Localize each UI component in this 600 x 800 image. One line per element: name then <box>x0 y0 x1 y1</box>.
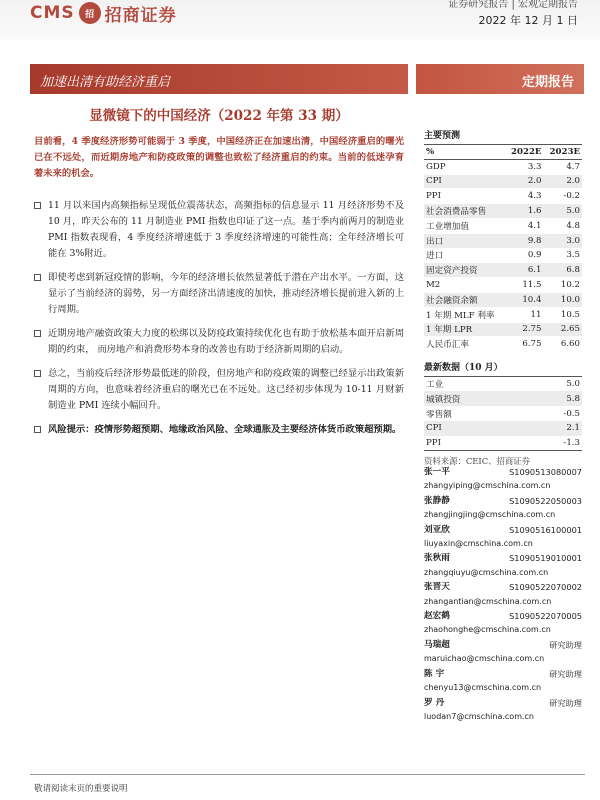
table-row <box>424 391 582 406</box>
analyst-row <box>424 551 582 565</box>
analyst-id: S1090522070005 <box>509 611 582 622</box>
topic-banner <box>30 64 408 94</box>
analyst-row <box>424 696 582 710</box>
cell-value: 5.8 <box>527 391 582 406</box>
cell-value: 5.0 <box>566 379 580 390</box>
analyst-row <box>424 580 582 594</box>
report-category: 证券研究报告 | 宏观定期报告 <box>448 0 578 10</box>
analyst-row <box>424 667 582 681</box>
analyst-id: S1090513080007 <box>509 467 582 477</box>
table-row <box>424 174 582 189</box>
cell-value: 2.65 <box>543 322 582 337</box>
row-label: 零售额 <box>426 409 452 420</box>
analyst-id: 研究助理 <box>549 639 582 650</box>
data-source: 资料来源：CEIC、招商证券 <box>424 456 530 467</box>
cell-value: 0.9 <box>505 248 544 263</box>
analyst-name: 马瑞超 <box>424 639 450 650</box>
main-content <box>34 134 404 446</box>
table-row <box>424 421 582 436</box>
table-row <box>424 189 582 204</box>
table-row <box>424 278 582 293</box>
column-header: 2023E <box>543 145 582 160</box>
paragraph-text: 近期房地产融资政策大力度的松绑以及防疫政策持续优化也有助于放松基本面开启新周期的约束， 而房地产和消费形势本身的改善也有助于经济新周期的启动。 <box>48 328 404 355</box>
row-label: CPI <box>424 174 505 189</box>
table-row <box>424 406 582 421</box>
analyst-id: S1090522070002 <box>509 582 582 593</box>
analyst-entry <box>424 667 582 696</box>
cell-value: -0.2 <box>543 189 582 204</box>
analyst-name: 赵宏鹤 <box>424 611 450 622</box>
bullet-paragraph <box>34 198 404 262</box>
analyst-email[interactable]: zhaohonghe@cmschina.com.cn <box>424 625 551 635</box>
analyst-entry <box>424 580 582 609</box>
cell-value: 4.7 <box>543 159 582 174</box>
bullet-square-icon <box>34 426 41 433</box>
row-label: 进口 <box>424 248 505 263</box>
footer-divider <box>30 774 585 775</box>
forecast-table <box>424 144 582 352</box>
paragraph-text: 即使考虑到新冠疫情的影响，今年的经济增长依然显著低于潜在产出水平。一方面，这显示了当前经济的弱势，另一方面经济出清速度的加快，推动经济增长提前进入新的上行周期。 <box>48 272 404 315</box>
summary-intro: 目前看，4 季度经济形势可能弱于 3 季度，中国经济正在加速出清，中国经济重启的曙光已在不远处，而近期房地产和防疫政策的调整也致松了经济重启的约束。当前的低迷孕育着未来的机会。 <box>34 136 404 179</box>
table-row <box>424 159 582 174</box>
analyst-entry <box>424 523 582 552</box>
bullet-square-icon <box>34 274 41 281</box>
analyst-entry <box>424 696 582 725</box>
analyst-name: 刘亚欣 <box>424 524 450 535</box>
table-row <box>424 204 582 219</box>
row-label: M2 <box>424 278 505 293</box>
table-row <box>424 337 582 352</box>
row-label: 社会消费品零售 <box>424 204 505 219</box>
cell-value: 10.5 <box>543 307 582 322</box>
row-label: 1 年期 LPR <box>424 322 505 337</box>
table-row <box>424 218 582 233</box>
cell-value: 1.6 <box>505 204 544 219</box>
analyst-row <box>424 609 582 623</box>
paragraph-text: 总之，当前疫后经济形势最低迷的阶段，但房地产和防疫政策的调整已经显示出政策新周期的方向，也意味着经济重启的曙光已在不远处。这已经初步体现为 10-11 月财新制造业 PMI 连续小幅回升。 <box>48 368 404 411</box>
analyst-email[interactable]: zhangantian@cmschina.com.cn <box>424 596 552 606</box>
analyst-row <box>424 638 582 652</box>
analyst-email[interactable]: luodan7@cmschina.com.cn <box>424 711 534 721</box>
analyst-email[interactable]: zhangjingjing@cmschina.com.cn <box>424 510 556 520</box>
analyst-email[interactable]: maruichao@cmschina.com.cn <box>424 654 545 664</box>
row-label: 社会融资余额 <box>424 292 505 307</box>
analyst-id: 研究助理 <box>549 668 582 679</box>
bullet-paragraph <box>34 366 404 414</box>
report-type-text: 定期报告 <box>521 75 574 90</box>
row-label: 固定资产投资 <box>424 263 505 278</box>
paragraph-text: 11 月以来国内高频指标呈现低位震荡状态，高频指标的信息显示 11 月经济形势不及 10 月，昨天公布的 11 月制造业 PMI 指数也印证了这一点。基于季内前两月的制造业 PMI 指数表现看，4 季度经济增速低于 3 季度经济增速的可能性高；全年经济增长可能在 3%附近。 <box>48 200 404 259</box>
risk-warning <box>34 422 404 438</box>
row-label: PPI <box>426 437 441 448</box>
analyst-id: S1090522050003 <box>509 495 582 506</box>
cell-value: 4.3 <box>505 189 544 204</box>
cell-value: 4.1 <box>505 218 544 233</box>
row-label: 工业增加值 <box>424 218 505 233</box>
cell-value: 3.5 <box>543 248 582 263</box>
row-label: 人民币汇率 <box>424 337 505 352</box>
table-row <box>424 307 582 322</box>
logo-text-cn: 招商证券 <box>104 5 177 26</box>
analyst-entry <box>424 551 582 580</box>
analyst-email[interactable]: zhangqiuyu@cmschina.com.cn <box>424 567 549 577</box>
sidebar <box>424 128 582 467</box>
company-logo <box>30 0 177 26</box>
cell-value: 2.0 <box>543 174 582 189</box>
table-row <box>424 436 582 451</box>
analyst-entry <box>424 609 582 638</box>
cell-value: -0.5 <box>563 408 580 419</box>
bullet-square-icon <box>34 202 41 209</box>
row-label: 城镇投资 <box>424 391 527 406</box>
table-row <box>424 233 582 248</box>
bullet-square-icon <box>34 370 41 377</box>
report-date: 2022 年 12 月 1 日 <box>478 14 578 27</box>
cell-value: 2.1 <box>527 421 582 436</box>
cell-value: 11.5 <box>505 278 544 293</box>
cell-value: 6.8 <box>543 263 582 278</box>
table-row <box>424 292 582 307</box>
risk-warning-text: 风险提示：疫情形势超预期、地缘政治风险、全球通胀及主要经济体货币政策超预期。 <box>48 424 402 435</box>
latest-data-table <box>424 376 582 451</box>
bullet-paragraph <box>34 326 404 358</box>
row-label: 1 年期 MLF 利率 <box>424 307 505 322</box>
table-header-row <box>424 145 582 160</box>
page-header <box>0 0 600 40</box>
analyst-entry <box>424 494 582 523</box>
row-label: 出口 <box>424 233 505 248</box>
analyst-name: 陈 宇 <box>424 668 445 679</box>
table-row <box>424 322 582 337</box>
row-label: GDP <box>424 159 505 174</box>
cell-value: 6.1 <box>505 263 544 278</box>
column-header: % <box>424 145 505 160</box>
forecast-heading: 主要预测 <box>424 131 461 141</box>
report-type-banner <box>416 64 584 94</box>
report-title: 显微镜下的中国经济（2022 年第 33 期） <box>89 108 349 124</box>
cell-value: 6.60 <box>543 337 582 352</box>
analyst-email[interactable]: liuyaxin@cmschina.com.cn <box>424 539 533 549</box>
analyst-list <box>424 465 582 724</box>
cell-value: 3.0 <box>543 233 582 248</box>
analyst-name: 张一平 <box>424 467 450 477</box>
analyst-email[interactable]: chenyu13@cmschina.com.cn <box>424 683 542 693</box>
analyst-email[interactable]: zhangyiping@cmschina.com.cn <box>424 481 551 491</box>
analyst-name: 张晋天 <box>424 582 450 593</box>
latest-data-heading: 最新数据（10 月） <box>424 363 503 374</box>
cell-value: 3.3 <box>505 159 544 174</box>
cell-value: 10.4 <box>505 292 544 307</box>
row-label: CPI <box>424 421 527 436</box>
analyst-row <box>424 465 582 479</box>
footer-note: 敬请阅读末页的重要说明 <box>34 784 128 794</box>
analyst-entry <box>424 465 582 494</box>
logo-text-en: CMS <box>30 3 75 23</box>
cell-value: 2.0 <box>505 174 544 189</box>
cell-value: 2.75 <box>505 322 544 337</box>
row-label: 工业 <box>426 380 444 391</box>
analyst-id: 研究助理 <box>549 697 582 708</box>
bullet-paragraph <box>34 270 404 318</box>
cell-value: 10.2 <box>543 278 582 293</box>
analyst-id: S1090516100001 <box>509 524 582 535</box>
row-label: PPI <box>424 189 505 204</box>
table-row <box>424 248 582 263</box>
cell-value: 9.8 <box>505 233 544 248</box>
analyst-name: 罗 丹 <box>424 697 445 708</box>
analyst-name: 张秋雨 <box>424 553 450 564</box>
analyst-entry <box>424 638 582 667</box>
logo-mark-icon: 招 <box>79 2 101 24</box>
cell-value: 6.75 <box>505 337 544 352</box>
cell-value: 4.8 <box>543 218 582 233</box>
cell-value: 5.0 <box>543 204 582 219</box>
column-header: 2022E <box>505 145 544 160</box>
cell-value: 11 <box>505 307 544 322</box>
table-row <box>424 377 582 392</box>
analyst-row <box>424 494 582 508</box>
analyst-name: 张静静 <box>424 495 450 506</box>
topic-banner-text: 加速出清有助经济重启 <box>40 75 171 90</box>
analyst-id: S1090519010001 <box>509 553 582 564</box>
table-row <box>424 263 582 278</box>
cell-value: 10.0 <box>543 292 582 307</box>
bullet-square-icon <box>34 330 41 337</box>
analyst-row <box>424 523 582 537</box>
cell-value: -1.3 <box>563 437 580 448</box>
